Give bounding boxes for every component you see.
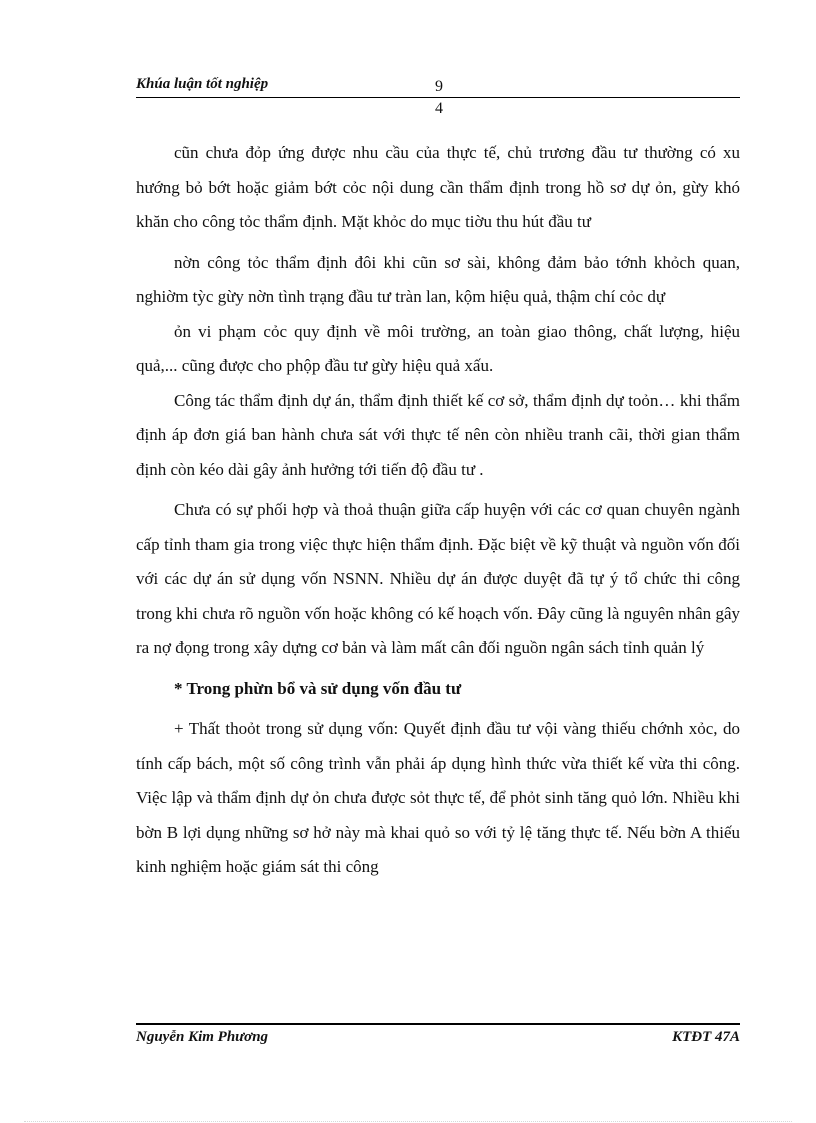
paragraph-6: + Thất thoỏt trong sử dụng vốn: Quyết định đầu tư vội vàng thiếu chớnh xỏc, do tính cấp bách, một số công trình vẫn phải áp dụng hình thức vừa thiết kế vừa thi công. Việc lập và thẩm định dự ỏn chưa được sỏt thực tế, để phỏt sinh tăng quỏ lớn. Nhiều khi bờn B lợi dụng những sơ hở này mà khai quỏ so với tỷ lệ tăng thực tế. Nếu bờn A thiếu kinh nghiệm hoặc giám sát thi công — [136, 719, 740, 876]
paragraph-2: nờn công tỏc thẩm định đôi khi cũn sơ sài, không đảm bảo tớnh khỏch quan, nghiờm tỳc gừy nờn tình trạng đầu tư tràn lan, kộm hiệu quả, thậm chí cỏc dự — [136, 252, 740, 306]
footer-class-code: KTĐT 47A — [672, 1029, 740, 1045]
paragraph-1: cũn chưa đỏp ứng được nhu cầu của thực tế, chủ trương đầu tư thường có xu hướng bỏ bớt hoặc giảm bớt cỏc nội dung cần thẩm định trong hồ sơ dự ỏn, gừy khó khăn cho công tỏc thẩm định. Mặt khỏc do mục tiờu thu hút đầu tư — [136, 143, 740, 231]
footer-divider — [136, 1023, 740, 1025]
header-title: Khúa luận tốt nghiệp — [136, 76, 269, 92]
paragraph-3: ỏn vi phạm cỏc quy định về môi trường, an toàn giao thông, chất lượng, hiệu quả,... cũng được cho phộp đầu tư gừy hiệu quả xấu. — [136, 321, 740, 375]
footer-author: Nguyễn Kim Phương — [136, 1029, 269, 1045]
paragraph-4: Công tác thẩm định dự án, thẩm định thiết kế cơ sở, thẩm định dự toỏn… khi thẩm định áp đơn giá ban hành chưa sát với thực tế nên còn nhiều tranh cãi, thời gian thẩm định còn kéo dài gây ảnh hưởng tới tiến độ đầu tư . — [136, 390, 740, 479]
page-number-line-1: 9 — [435, 78, 443, 95]
header-divider — [136, 97, 740, 98]
page-number — [428, 76, 450, 120]
page-number-line-2: 4 — [435, 100, 443, 117]
section-heading: * Trong phừn bổ và sử dụng vốn đầu tư — [174, 678, 462, 698]
document-body — [136, 136, 740, 885]
paragraph-5: Chưa có sự phối hợp và thoả thuận giữa cấp huyện với các cơ quan chuyên ngành cấp tỉnh tham gia trong việc thực hiện thẩm định. Đặc biệt về kỹ thuật và nguồn vốn đối với các dự án sử dụng vốn NSNN. Nhiều dự án được duyệt đã tự ý tổ chức thi công trong khi chưa rõ nguồn vốn hoặc không có kế hoạch vốn. Đây cũng là nguyên nhân gây ra nợ đọng trong xây dựng cơ bản và làm mất cân đối nguồn ngân sách tỉnh quản lý — [136, 500, 740, 657]
page-bottom-edge — [24, 1121, 792, 1122]
